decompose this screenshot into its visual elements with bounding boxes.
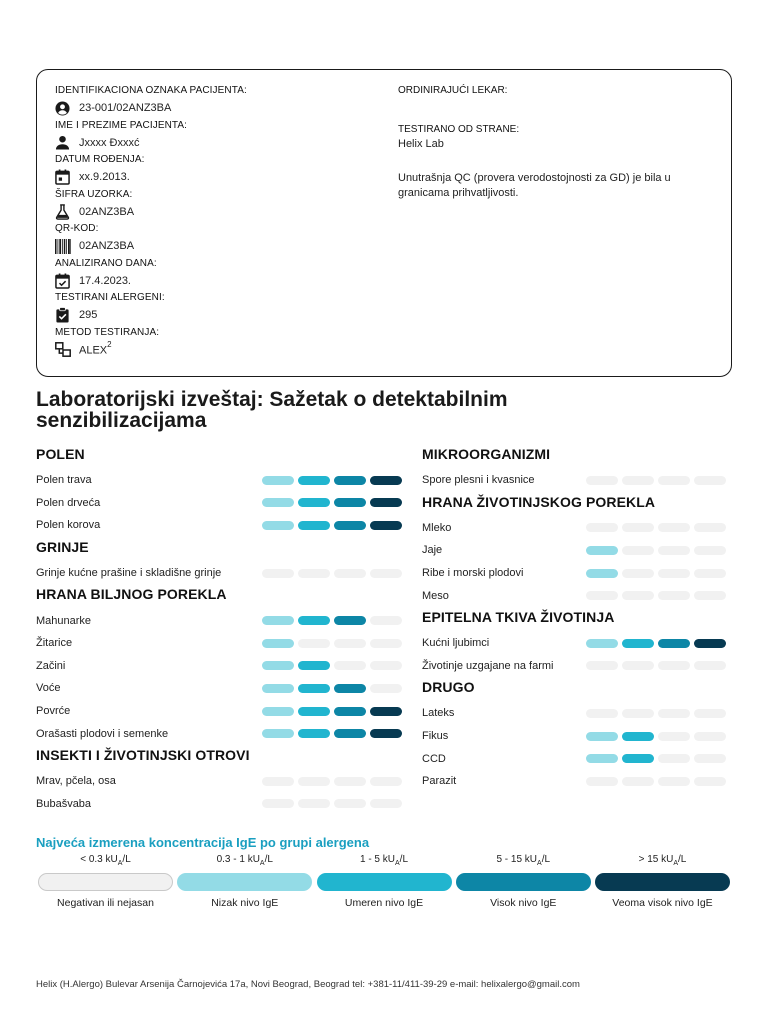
ige-legend [38, 853, 730, 909]
allergen-name: Parazit [422, 775, 457, 788]
legend-item [38, 853, 173, 909]
ige-level-segment [370, 569, 402, 578]
allergen-row [422, 584, 726, 607]
allergen-row [422, 747, 726, 770]
patient-field-label: ANALIZIRANO DANA: [55, 257, 157, 269]
ige-level-segment [694, 709, 726, 718]
allergen-name: Jaje [422, 544, 443, 557]
ige-level-segment [298, 661, 330, 670]
ige-level-segment [334, 616, 366, 625]
allergen-name: CCD [422, 752, 446, 765]
ige-level-segment [586, 569, 618, 578]
ige-level-bar [262, 661, 402, 670]
legend-label: Visok nivo IgE [490, 897, 557, 909]
legend-range: < 0.3 $kU_A/L$ [80, 854, 131, 867]
patient-field-label: QR-KOD: [55, 223, 99, 234]
allergen-name: Kućni ljubimci [422, 637, 490, 650]
ige-level-segment [262, 684, 294, 693]
allergen-row [36, 722, 402, 745]
allergen-group-title: POLEN [36, 446, 85, 462]
patient-info-box [36, 69, 732, 377]
legend-label: Veoma visok nivo IgE [612, 897, 713, 909]
allergen-group-title: EPITELNA TKIVA ŽIVOTINJA [422, 608, 615, 625]
ige-level-segment [694, 546, 726, 555]
ige-level-segment [370, 639, 402, 648]
ige-level-segment [694, 569, 726, 578]
ige-level-segment [658, 523, 690, 532]
ige-level-segment [262, 707, 294, 716]
ige-level-segment [658, 639, 690, 648]
calendar-icon [55, 169, 73, 185]
allergen-row [36, 677, 402, 700]
ige-level-bar [262, 777, 402, 786]
ige-level-bar [586, 777, 726, 786]
patient-fields [55, 84, 385, 360]
ige-level-segment [334, 639, 366, 648]
ige-level-segment [622, 476, 654, 485]
ige-level-segment [658, 569, 690, 578]
ige-level-segment [298, 799, 330, 808]
ige-level-segment [586, 639, 618, 648]
ige-level-segment [622, 732, 654, 741]
ige-level-segment [586, 754, 618, 763]
patient-field-text: 295 [79, 309, 98, 322]
allergen-name: Povrće [36, 705, 71, 718]
ige-level-segment [334, 476, 366, 485]
allergen-name: Polen trava [36, 474, 92, 487]
ige-level-bar [262, 729, 402, 738]
allergen-row [422, 632, 726, 655]
allergen-row [36, 469, 402, 492]
ige-level-segment [262, 639, 294, 648]
barcode-icon [55, 238, 73, 254]
ige-level-segment [622, 569, 654, 578]
ige-level-bar [586, 569, 726, 578]
ige-level-bar [262, 684, 402, 693]
allergen-column-left [36, 444, 402, 815]
patient-field-label: TESTIRANI ALERGENI: [55, 292, 165, 303]
patient-field-text: 02ANZ3BA [79, 240, 135, 253]
ige-level-bar [262, 799, 402, 808]
allergen-column-right [422, 444, 726, 793]
ige-level-bar [586, 754, 726, 763]
legend-item [177, 853, 312, 909]
ige-level-segment [370, 684, 402, 693]
ige-level-segment [586, 732, 618, 741]
legend-item [456, 853, 591, 909]
allergen-name: Grinje kućne prašine i skladišne grinje [36, 567, 222, 580]
ige-level-segment [658, 661, 690, 670]
ige-level-segment [298, 729, 330, 738]
allergen-row [422, 725, 726, 748]
legend-color-bar [595, 873, 730, 891]
ige-level-segment [658, 732, 690, 741]
ige-level-segment [298, 476, 330, 485]
doctor-info [398, 84, 708, 201]
ige-level-segment [262, 729, 294, 738]
ige-level-segment [298, 521, 330, 530]
flask-icon [55, 204, 73, 220]
patient-field-text: ALEX$^2$ [79, 340, 112, 358]
allergen-row [422, 539, 726, 562]
ige-level-bar [586, 661, 726, 670]
patient-field-value [55, 271, 385, 292]
ige-level-bar [586, 639, 726, 648]
qc-note: Unutrašnja QC (provera verodostojnosti za GD) je bila u granicama prihvatljivosti. [398, 172, 671, 199]
patient-field-value [55, 167, 385, 188]
ige-level-segment [694, 591, 726, 600]
ige-level-segment [622, 754, 654, 763]
ige-level-segment [658, 777, 690, 786]
legend-range: 5 - 15 $kU_A/L$ [496, 854, 551, 867]
legend-item [317, 853, 452, 909]
ige-level-segment [694, 476, 726, 485]
ige-level-segment [370, 498, 402, 507]
patient-field-value [55, 305, 385, 326]
ige-level-segment [334, 777, 366, 786]
allergen-name: Začini [36, 659, 66, 672]
patient-field-text: 23-001/02ANZ3BA [79, 102, 172, 115]
allergen-name: Mahunarke [36, 614, 92, 627]
allergen-row [36, 492, 402, 515]
allergen-name: Mrav, pčela, osa [36, 775, 116, 788]
ige-level-segment [262, 476, 294, 485]
ige-level-segment [622, 661, 654, 670]
ige-level-segment [262, 661, 294, 670]
ige-level-segment [622, 523, 654, 532]
ige-level-segment [370, 799, 402, 808]
ige-level-bar [262, 498, 402, 507]
allergen-row [36, 793, 402, 816]
ige-level-segment [370, 521, 402, 530]
legend-color-bar [456, 873, 591, 891]
ige-level-segment [622, 591, 654, 600]
ige-level-segment [658, 546, 690, 555]
legend-color-bar [317, 873, 452, 891]
tested-by-label: TESTIRANO OD STRANE: [398, 124, 520, 135]
allergen-name: Meso [422, 589, 449, 602]
ige-level-segment [370, 707, 402, 716]
ige-level-segment [370, 616, 402, 625]
patient-field-text: xx.9.2013. [79, 171, 130, 184]
allergen-name: Žitarice [36, 637, 73, 650]
ige-level-segment [694, 523, 726, 532]
ige-level-bar [262, 616, 402, 625]
patient-field-label: METOD TESTIRANJA: [55, 326, 160, 338]
ige-level-segment [694, 661, 726, 670]
ige-level-bar [586, 523, 726, 532]
ige-level-segment [298, 639, 330, 648]
footer-contact: Helix (H.Alergo) Bulevar Arsenija Čarnojevića 17a, Novi Beograd, Beograd tel: +381-11/411-39-29 e-mail: helixalergo@gmail.com [36, 979, 580, 990]
ige-level-segment [370, 729, 402, 738]
ige-level-bar [262, 476, 402, 485]
ige-level-segment [334, 661, 366, 670]
allergen-name: Polen drveća [36, 496, 101, 509]
ige-level-segment [370, 777, 402, 786]
doctor-label: ORDINIRAJUĆI LEKAR: [398, 85, 508, 96]
legend-label: Negativan ili nejasan [57, 897, 154, 909]
patient-field-text: Jxxxx Ðxxxć [79, 136, 140, 149]
patient-field-value [55, 340, 385, 361]
ige-level-segment [298, 569, 330, 578]
ige-level-segment [298, 684, 330, 693]
patient-field-label: IDENTIFIKACIONA OZNAKA PACIJENTA: [55, 85, 247, 96]
report-title: Laboratorijski izveštaj: Sažetak o detektabilnim senzibilizacijama [36, 388, 508, 432]
allergen-name: Fikus [422, 730, 449, 743]
legend-color-bar [177, 873, 312, 891]
ige-level-segment [262, 498, 294, 507]
ige-level-segment [586, 546, 618, 555]
ige-level-bar [262, 569, 402, 578]
allergen-row [36, 562, 402, 585]
allergen-row [422, 702, 726, 725]
ige-level-segment [298, 498, 330, 507]
ige-level-segment [262, 521, 294, 530]
allergen-name: Voće [36, 682, 61, 695]
allergen-name: Životinje uzgajane na farmi [422, 659, 554, 672]
ige-level-segment [262, 799, 294, 808]
patient-field-value [55, 236, 385, 257]
ige-level-segment [658, 476, 690, 485]
ige-level-segment [262, 616, 294, 625]
patient-field-label: DATUM ROĐENJA: [55, 154, 145, 165]
ige-level-segment [586, 523, 618, 532]
legend-title: Najveća izmerena koncentracija IgE po grupi alergena [36, 835, 370, 850]
ige-level-segment [586, 591, 618, 600]
ige-level-bar [586, 709, 726, 718]
legend-range: > 15 $kU_A/L$ [638, 854, 687, 867]
legend-label: Umeren nivo IgE [344, 897, 424, 909]
ige-level-segment [622, 546, 654, 555]
allergen-name: Ribe i morski plodovi [422, 567, 524, 580]
allergen-row [422, 517, 726, 540]
legend-label: Nizak nivo IgE [211, 897, 279, 909]
allergen-name: Orašasti plodovi i semenke [36, 727, 169, 740]
allergen-name: Lateks [422, 707, 455, 720]
allergen-group-title: MIKROORGANIZMI [422, 446, 551, 462]
ige-level-bar [586, 476, 726, 485]
allergen-name: Polen korova [36, 519, 101, 532]
ige-level-segment [370, 661, 402, 670]
ige-level-segment [694, 732, 726, 741]
allergen-group-title: DRUGO [422, 679, 475, 696]
ige-level-segment [658, 591, 690, 600]
allergen-row [422, 655, 726, 678]
ige-level-bar [262, 639, 402, 648]
allergen-name: Bubašvaba [36, 797, 92, 810]
allergen-name: Spore plesni i kvasnice [422, 474, 535, 487]
allergen-group-title: GRINJE [36, 538, 89, 555]
allergen-row [36, 632, 402, 655]
allergen-group-title: HRANA ŽIVOTINJSKOG POREKLA [422, 493, 656, 510]
ige-level-segment [586, 777, 618, 786]
patient-field-value [55, 98, 385, 119]
ige-level-segment [658, 754, 690, 763]
ige-level-segment [334, 684, 366, 693]
allergen-group-title: INSEKTI I ŽIVOTINJSKI OTROVI [36, 746, 250, 763]
patient-field-label: IME I PREZIME PACIJENTA: [55, 119, 188, 131]
allergen-row [36, 514, 402, 537]
legend-color-bar [38, 873, 173, 891]
ige-level-segment [298, 616, 330, 625]
patient-field-text: 17.4.2023. [79, 274, 131, 287]
ige-level-segment [622, 639, 654, 648]
ige-level-segment [334, 521, 366, 530]
ige-level-segment [334, 498, 366, 507]
ige-level-bar [262, 707, 402, 716]
ige-level-segment [334, 729, 366, 738]
patient-field-value [55, 202, 385, 223]
legend-range: 1 - 5 $kU_A/L$ [359, 854, 409, 867]
ige-level-bar [586, 546, 726, 555]
method-icon [55, 342, 73, 358]
allergen-row [36, 700, 402, 723]
ige-level-bar [586, 591, 726, 600]
clipboard-check-icon [55, 307, 73, 323]
ige-level-segment [694, 639, 726, 648]
ige-level-segment [622, 709, 654, 718]
allergen-group-title: HRANA BILJNOG POREKLA [36, 586, 227, 603]
allergen-row [36, 770, 402, 793]
allergen-row [422, 562, 726, 585]
ige-level-segment [262, 777, 294, 786]
tested-by-value: Helix Lab [398, 138, 444, 150]
calendar-check-icon [55, 273, 73, 289]
ige-level-segment [334, 707, 366, 716]
patient-field-label: ŠIFRA UZORKA: [55, 188, 133, 200]
allergen-name: Mleko [422, 521, 452, 534]
ige-level-segment [658, 709, 690, 718]
ige-level-segment [334, 569, 366, 578]
ige-level-segment [586, 661, 618, 670]
ige-level-segment [694, 777, 726, 786]
ige-level-segment [586, 476, 618, 485]
ige-level-segment [370, 476, 402, 485]
allergen-row [422, 469, 726, 492]
ige-level-segment [262, 569, 294, 578]
ige-level-segment [298, 707, 330, 716]
ige-level-segment [298, 777, 330, 786]
ige-level-bar [262, 521, 402, 530]
ige-level-segment [334, 799, 366, 808]
allergen-row [422, 770, 726, 793]
ige-level-bar [586, 732, 726, 741]
allergen-row [36, 655, 402, 678]
user-circle-icon [55, 100, 73, 116]
ige-level-segment [694, 754, 726, 763]
legend-range: 0.3 - 1 $kU_A/L$ [216, 854, 273, 867]
person-icon [55, 135, 73, 151]
legend-item [595, 853, 730, 909]
patient-field-value [55, 133, 385, 154]
ige-level-segment [586, 709, 618, 718]
allergen-row [36, 609, 402, 632]
patient-field-text: 02ANZ3BA [79, 205, 135, 218]
ige-level-segment [622, 777, 654, 786]
